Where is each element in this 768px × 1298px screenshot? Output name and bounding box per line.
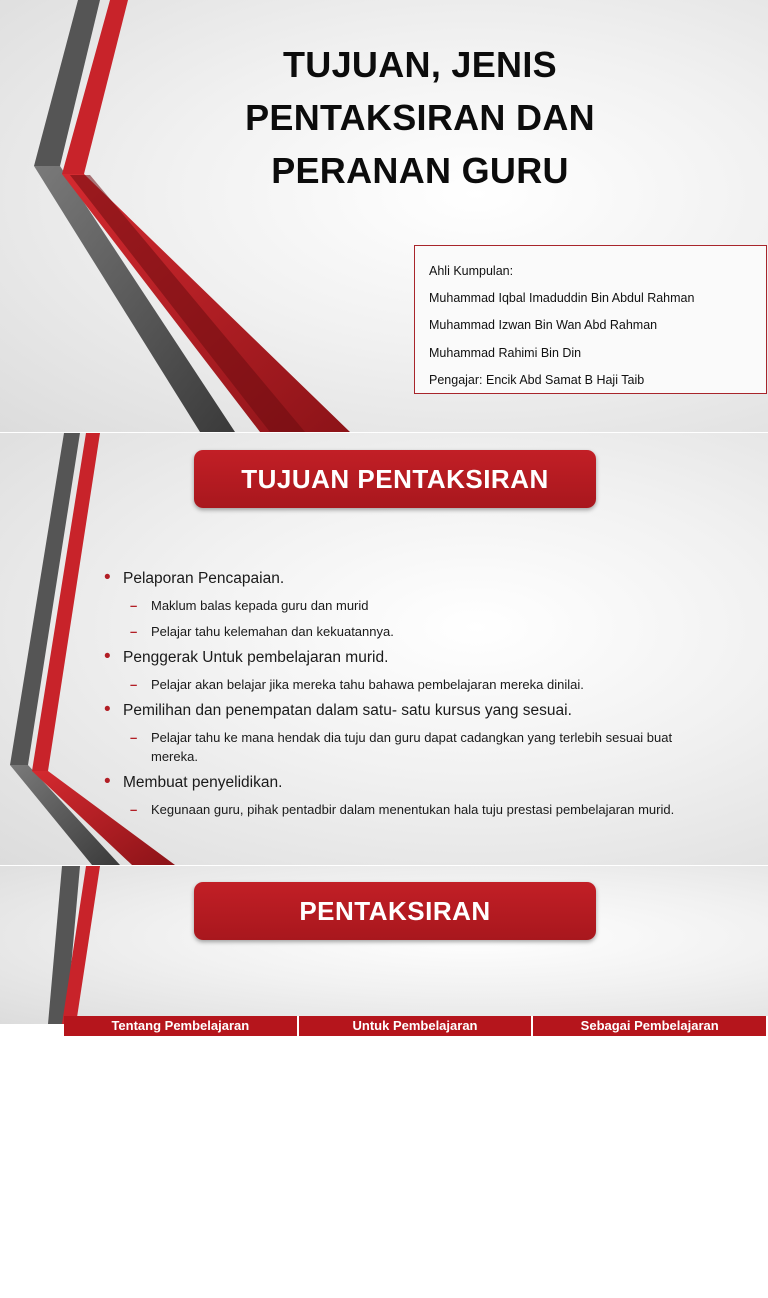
title-slide	[0, 0, 768, 432]
member-name: Muhammad Iqbal Imaduddin Bin Abdul Rahman	[429, 291, 695, 306]
group-members-box	[414, 245, 767, 394]
bullet-item: • Membuat penyelidikan.	[104, 773, 704, 793]
slide-title: TUJUAN, JENIS PENTAKSIRAN DAN PERANAN GURU	[245, 44, 595, 191]
member-name: Muhammad Izwan Bin Wan Abd Rahman	[429, 318, 658, 333]
bullet-item: • Penggerak Untuk pembelajaran murid.	[104, 648, 704, 668]
bullet-list	[104, 569, 704, 826]
table-header-cell: Untuk Pembelajaran	[299, 1016, 534, 1036]
section-header: PENTAKSIRAN	[194, 882, 596, 940]
sub-bullet-item: – Pelajar akan belajar jika mereka tahu bahawa pembelajaran mereka dinilai.	[104, 675, 704, 694]
purpose-slide	[0, 433, 768, 865]
sub-bullet-item: – Pelajar tahu kelemahan dan kekuatannya.	[104, 622, 704, 641]
section-header: TUJUAN PENTAKSIRAN	[194, 450, 596, 508]
sub-bullet-item: – Kegunaan guru, pihak pentadbir dalam menentukan hala tuju prestasi pembelajaran murid.	[104, 800, 704, 819]
table-header-cell: Sebagai Pembelajaran	[533, 1016, 768, 1036]
sub-bullet-item: – Maklum balas kepada guru dan murid	[104, 596, 704, 615]
member-name: Muhammad Rahimi Bin Din	[429, 345, 582, 360]
table-header-cell: Tentang Pembelajaran	[64, 1016, 299, 1036]
bullet-item: • Pemilihan dan penempatan dalam satu- satu kursus yang sesuai.	[104, 701, 704, 721]
assessment-slide	[0, 866, 768, 1033]
sub-bullet-item: – Pelajar tahu ke mana hendak dia tuju dan guru dapat cadangkan yang terlebih sesuai buat mereka.	[104, 728, 704, 766]
bullet-item: • Pelaporan Pencapaian.	[104, 569, 704, 589]
lecturer-name: Pengajar: Encik Abd Samat B Haji Taib	[429, 372, 645, 387]
members-label: Ahli Kumpulan:	[429, 264, 514, 278]
assessment-table-header	[64, 1016, 768, 1036]
